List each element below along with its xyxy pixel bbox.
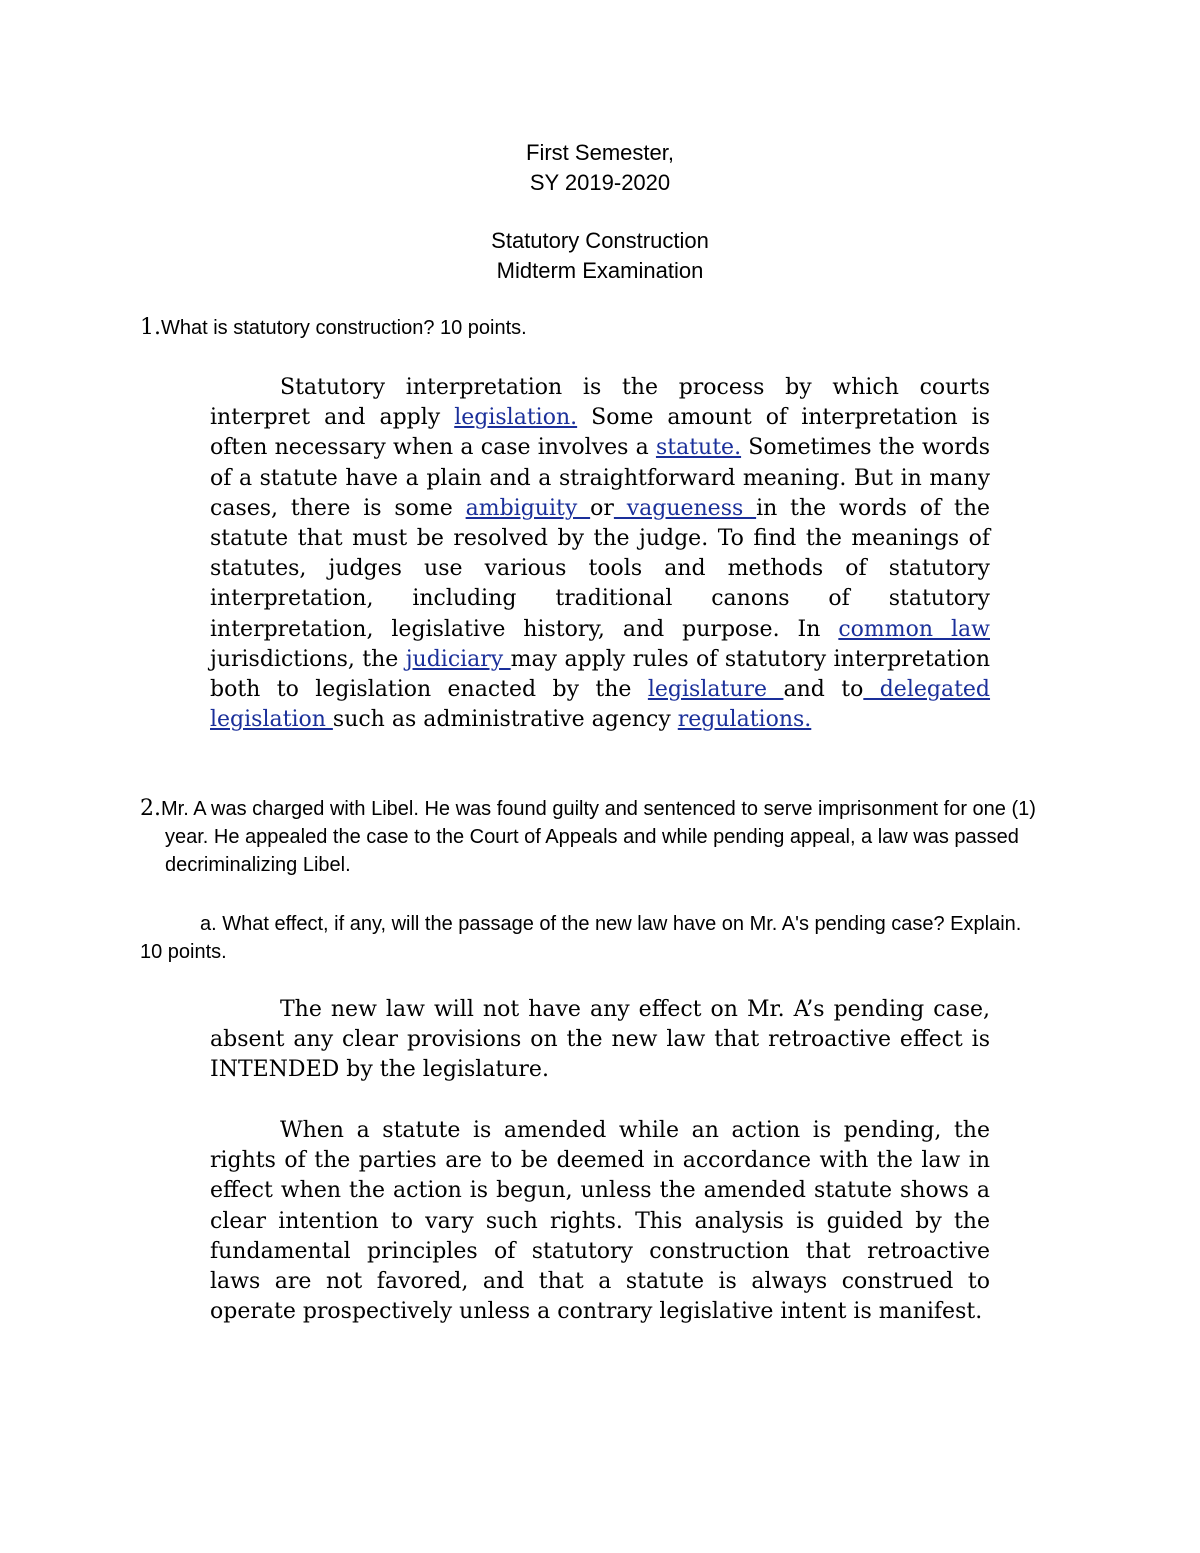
answer-1-text: such as administrative agency <box>332 707 678 733</box>
exam-title: Midterm Examination <box>496 258 704 283</box>
link-statute[interactable]: statute. <box>655 435 742 461</box>
answer-1 <box>210 373 990 735</box>
answer-1-text: Sometimes the words of a statute have a plain and a straightforward meaning. But in many cases, there is some <box>210 435 990 521</box>
question-1-number: 1. <box>140 315 161 340</box>
answer-1-text: or <box>590 495 614 521</box>
question-1-text: What is statutory construction? 10 points. <box>161 317 527 339</box>
answer-2-paragraph-2: When a statute is amended while an action is pending, the rights of the parties are to be deemed in accordance with the law in effect when the action is begun, unless the amended statute shows a clear intention to vary such rights. This analysis is guided by the fundamental principles of statutory construction that retroactive laws are not favored, and that a statute is always construed to operate prospectively unless a contrary legislative intent is manifest. <box>210 1118 990 1325</box>
link-delegated-legislation[interactable]: delegated legislation <box>210 677 991 733</box>
semester-line: First Semester, <box>526 140 674 165</box>
answer-1-text: jurisdictions, the <box>210 646 406 672</box>
question-2-text: Mr. A was charged with Libel. He was found guilty and sentenced to serve imprisonment for one (1) year. He appealed the case to the Court of Appeals and while pending appeal, a law was passed decriminalizing Libel. <box>161 798 1036 876</box>
link-ambiguity[interactable]: ambiguity <box>465 495 591 521</box>
school-year-line: SY 2019-2020 <box>529 170 671 195</box>
link-regulations[interactable]: regulations. <box>677 707 812 733</box>
answer-1-text: and to <box>783 677 864 703</box>
answer-1-text: Statutory interpretation is the process by which courts interpret and apply <box>210 375 990 431</box>
link-legislation[interactable]: legislation. <box>454 405 578 431</box>
exam-header <box>0 138 1200 286</box>
answer-1-text: Some amount of interpretation is often necessary when a case involves a <box>210 405 990 461</box>
question-2a: a. What effect, if any, will the passage of the new law have on Mr. A's pending case? Explain. 10 points. <box>140 913 1022 963</box>
question-2-number: 2. <box>140 796 161 821</box>
link-common-law[interactable]: common law <box>838 616 990 642</box>
course-title: Statutory Construction <box>491 228 709 253</box>
answer-1-text: in the words of the statute that must be resolved by the judge. To find the meanings of statutes, judges use various tools and methods of statutory interpretation, including traditional canons of statutory interpretation, legislative history, and purpose. In <box>210 495 991 642</box>
question-1 <box>140 314 527 342</box>
link-vagueness[interactable]: vagueness <box>613 495 757 521</box>
answer-1-text: may apply rules of statutory interpretation both to legislation enacted by the <box>210 646 990 703</box>
link-legislature[interactable]: legislature <box>647 677 784 703</box>
link-judiciary[interactable]: judiciary <box>405 646 511 672</box>
question-2 <box>140 795 1045 879</box>
answer-2-paragraph-1: The new law will not have any effect on Mr. A’s pending case, absent any clear provisions on the new law that retroactive effect is INTENDED by the legislature. <box>210 997 990 1083</box>
